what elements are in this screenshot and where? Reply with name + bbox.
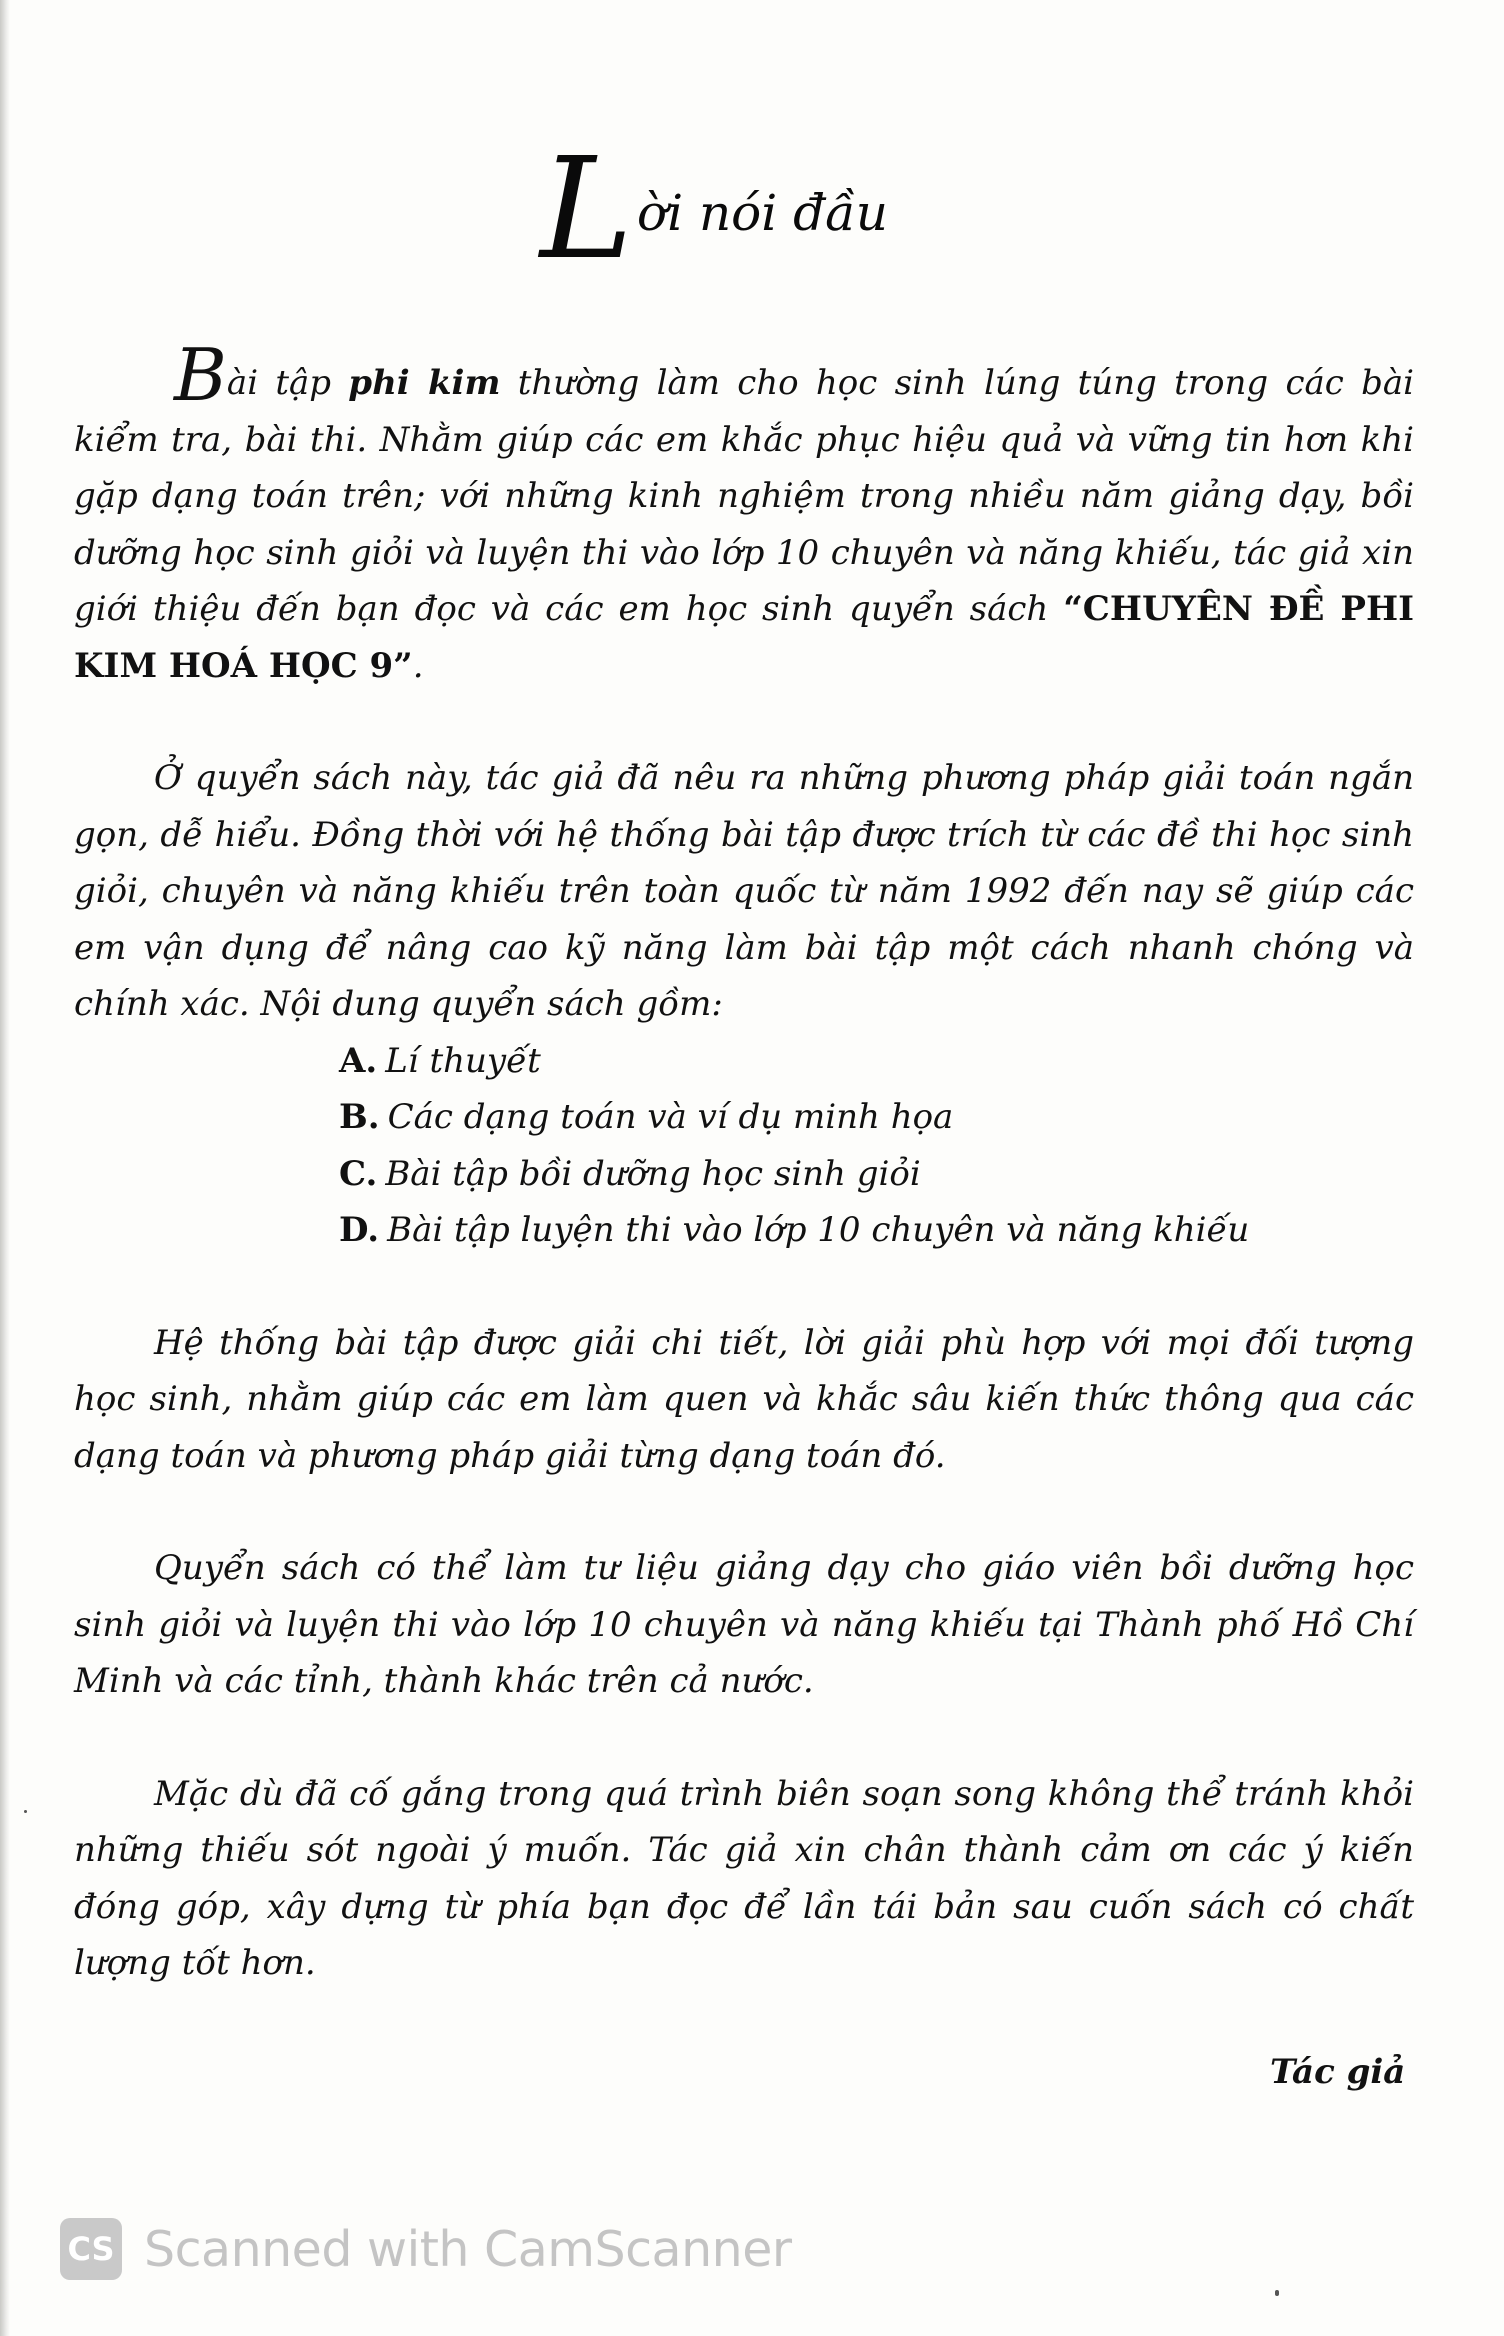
watermark-text: Scanned with CamScanner [144, 2220, 792, 2278]
paragraph-methods: Ở quyển sách này, tác giả đã nêu ra những phương pháp giải toán ngắn gọn, dễ hiểu. Đồng thời với hệ thống bài tập được trích từ các đề thi học sinh giỏi, chuyên và năng khiếu trên toàn quốc từ năm 1992 đến nay sẽ giúp các em vận dụng để nâng cao kỹ năng làm bài tập một cách nhanh chóng và chính xác. Nội dung quyển sách gồm: [74, 758, 1414, 1024]
title-dropcap: L [540, 128, 633, 291]
paragraph-solutions: Hệ thống bài tập được giải chi tiết, lời giải phù hợp với mọi đối tượng học sinh, nhằm giúp các em làm quen và khắc sâu kiến thức thông qua các dạng toán và phương pháp giải từng dạng toán đó. [74, 1322, 1414, 1476]
list-item-text: Lí thuyết [385, 1040, 541, 1081]
preface-body [74, 333, 1414, 2048]
scan-speck [24, 1810, 27, 1813]
list-item-text: Bài tập bồi dưỡng học sinh giỏi [385, 1153, 921, 1194]
paragraph-intro [74, 333, 1414, 694]
scan-speck [1275, 2290, 1279, 2296]
intro-text-1: ài tập [226, 363, 349, 403]
title-text: ời nói đầu [636, 184, 888, 242]
list-item-letter: B. [339, 1097, 380, 1137]
list-item [339, 1033, 1414, 1090]
list-item [339, 1089, 1414, 1146]
list-item-text: Các dạng toán và ví dụ minh họa [387, 1097, 954, 1137]
intro-bold-phi-kim: phi kim [348, 363, 501, 403]
page-spine-shadow [0, 0, 10, 2336]
list-item-letter: D. [339, 1210, 380, 1250]
paragraph-dropcap: B [174, 333, 227, 417]
paragraph-acknowledgement: Mặc dù đã cố gắng trong quá trình biên soạn song không thể tránh khỏi những thiếu sót ngoài ý muốn. Tác giả xin chân thành cảm ơn các ý kiến đóng góp, xây dựng từ phía bạn đọc để lần tái bản sau cuốn sách có chất lượng tốt hơn. [74, 1773, 1414, 1983]
list-item-text: Bài tập luyện thi vào lớp 10 chuyên và năng khiếu [387, 1210, 1250, 1250]
book-title: “CHUYÊN ĐỀ PHI KIM HOÁ HỌC 9” [74, 589, 1414, 686]
list-item [339, 1146, 1414, 1203]
paragraph-teachers: Quyển sách có thể làm tư liệu giảng dạy cho giáo viên bồi dưỡng học sinh giỏi và luyện thi vào lớp 10 chuyên và năng khiếu tại Thành phố Hồ Chí Minh và các tỉnh, thành khác trên cả nước. [74, 1548, 1414, 1701]
camscanner-logo-icon: CS [60, 2218, 122, 2280]
camscanner-watermark [60, 2218, 792, 2280]
list-item [339, 1202, 1414, 1259]
intro-text-2: thường làm cho học sinh lúng túng trong các bài kiểm tra, bài thi. Nhằm giúp các em khắc phục hiệu quả và vững tin hơn khi gặp dạng toán trên; với những kinh nghiệm trong nhiều năm giảng dạy, bồi dưỡng học sinh giỏi và luyện thi vào lớp 10 chuyên và năng khiếu, tác giả xin giới thiệu đến bạn đọc và các em học sinh quyển sách [74, 363, 1414, 629]
list-item-letter: C. [339, 1153, 378, 1194]
intro-text-3: . [412, 645, 424, 686]
list-item-letter: A. [339, 1040, 378, 1081]
page-title [540, 128, 888, 291]
contents-list [339, 1033, 1414, 1259]
author-signature: Tác giả [1270, 2052, 1406, 2092]
